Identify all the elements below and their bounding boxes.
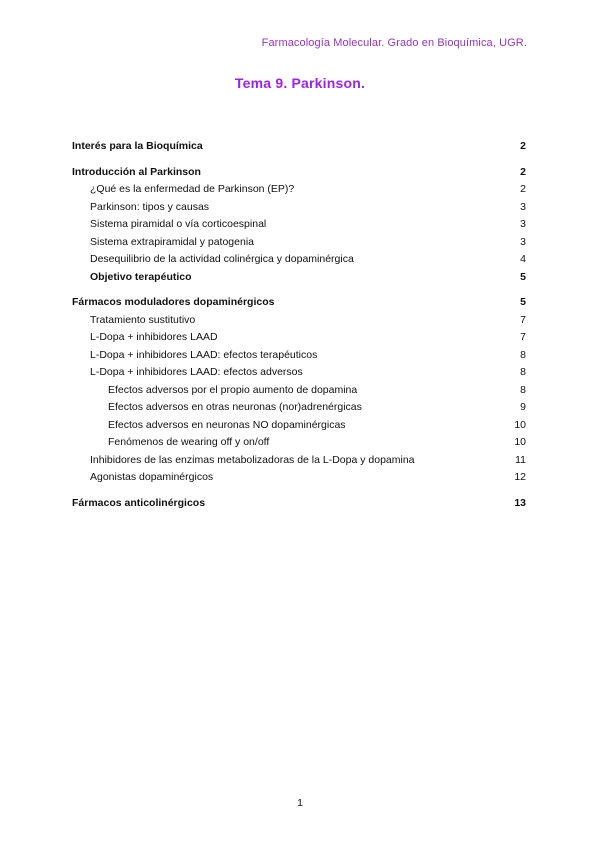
toc-entry[interactable]: [72, 400, 526, 418]
toc-entry[interactable]: [72, 496, 526, 514]
toc-entry-label: Efectos adversos por el propio aumento de dopamina: [108, 383, 358, 396]
toc-entry-label: L-Dopa + inhibidores LAAD: efectos adversos: [90, 366, 303, 378]
toc-entry-page: 4: [520, 253, 526, 265]
toc-entry[interactable]: [72, 453, 526, 471]
toc-entry-label: Objetivo terapéutico: [90, 270, 192, 283]
toc-entry-page: 7: [520, 331, 526, 343]
toc-entry[interactable]: [72, 252, 526, 270]
toc-entry-label: Agonistas dopaminérgicos: [90, 471, 214, 483]
toc-entry-label: Fármacos moduladores dopaminérgicos: [72, 296, 275, 308]
toc-entry-page: 8: [520, 383, 526, 396]
toc-entry-label: Sistema piramidal o vía corticoespinal: [90, 218, 267, 230]
toc-entry-page: 7: [520, 313, 526, 326]
toc-entry[interactable]: [72, 365, 526, 383]
toc-entry-page: 8: [520, 348, 526, 361]
toc-entry-label: Desequilibrio de la actividad colinérgica y dopaminérgica: [90, 253, 354, 265]
toc-entry-page: 2: [520, 165, 526, 178]
toc-entry[interactable]: [72, 235, 526, 253]
toc-entry-page: 3: [520, 235, 526, 248]
toc-entry[interactable]: [72, 418, 526, 436]
toc-entry-page: 13: [514, 496, 526, 509]
toc-entry-label: ¿Qué es la enfermedad de Parkinson (EP)?: [90, 183, 295, 195]
toc-entry-label: L-Dopa + inhibidores LAAD: efectos terapéuticos: [90, 348, 318, 361]
toc-entry-page: 11: [515, 453, 526, 466]
toc-entry-page: 2: [520, 183, 526, 195]
toc-entry-label: Introducción al Parkinson: [72, 165, 201, 178]
toc-entry-page: 5: [520, 296, 526, 308]
toc-entry[interactable]: [72, 139, 526, 157]
toc-entry-label: Interés para la Bioquímica: [72, 140, 203, 152]
toc-entry[interactable]: [72, 165, 526, 183]
toc-entry[interactable]: [72, 217, 526, 235]
toc-entry-page: 8: [520, 366, 526, 378]
toc-entry-label: Sistema extrapiramidal y patogenia: [90, 235, 255, 248]
table-of-contents: [72, 139, 526, 513]
toc-entry-page: 9: [520, 401, 526, 413]
toc-entry[interactable]: [72, 435, 526, 453]
toc-entry[interactable]: [72, 270, 526, 288]
toc-entry-page: 10: [514, 418, 526, 431]
toc-entry[interactable]: [72, 470, 526, 488]
toc-entry[interactable]: [72, 348, 526, 366]
toc-entry-page: 2: [520, 140, 526, 152]
toc-entry[interactable]: [72, 383, 526, 401]
toc-entry-label: Inhibidores de las enzimas metabolizadoras de la L-Dopa y dopamina: [90, 453, 415, 466]
toc-entry-label: Parkinson: tipos y causas: [90, 200, 210, 213]
toc-entry[interactable]: [72, 295, 526, 313]
toc-entry-page: 10: [514, 436, 526, 448]
page-title: Tema 9. Parkinson.: [234, 75, 366, 91]
toc-entry-page: 5: [520, 270, 526, 283]
toc-entry-page: 12: [514, 471, 526, 483]
toc-entry-label: Efectos adversos en neuronas NO dopaminérgicas: [108, 418, 346, 431]
toc-entry-label: Fármacos anticolinérgicos: [72, 496, 206, 509]
toc-entry[interactable]: [72, 200, 526, 218]
toc-entry-label: Tratamiento sustitutivo: [90, 313, 196, 326]
running-header: Farmacología Molecular. Grado en Bioquímica, UGR.: [261, 37, 527, 49]
toc-entry[interactable]: [72, 313, 526, 331]
page-number: 1: [297, 797, 303, 809]
toc-entry-page: 3: [520, 218, 526, 230]
toc-entry-label: Fenómenos de wearing off y on/off: [108, 436, 270, 448]
toc-entry-page: 3: [520, 200, 526, 213]
toc-entry[interactable]: [72, 330, 526, 348]
toc-entry-label: L-Dopa + inhibidores LAAD: [90, 331, 218, 343]
toc-entry-label: Efectos adversos en otras neuronas (nor)adrenérgicas: [108, 401, 362, 413]
toc-entry[interactable]: [72, 182, 526, 200]
